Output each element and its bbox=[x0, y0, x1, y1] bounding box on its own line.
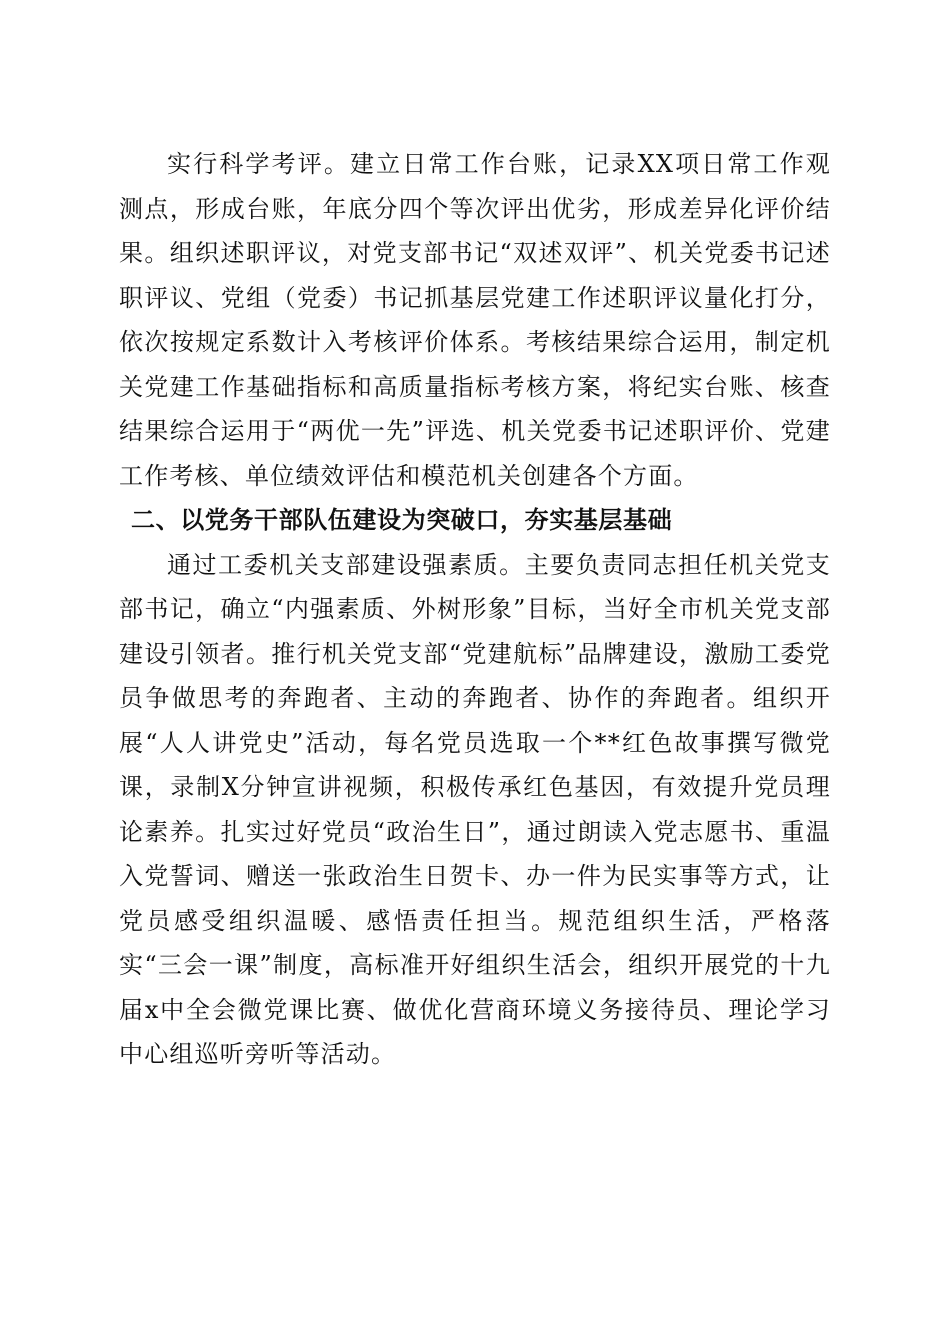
document-body bbox=[119, 142, 831, 1077]
paragraph-scientific-evaluation: 实行科学考评。建立日常工作台账，记录XX项日常工作观测点，形成台账，年底分四个等次评出优劣，形成差异化评价结果。组织述职评议，对党支部书记“双述双评”、机关党委书记述职评议、党组（党委）书记抓基层党建工作述职评议量化打分，依次按规定系数计入考核评价体系。考核结果综合运用，制定机关党建工作基础指标和高质量指标考核方案，将纪实台账、核查结果综合运用于“两优一先”评选、机关党委书记述职评价、党建工作考核、单位绩效评估和模范机关创建各个方面。 bbox=[119, 150, 831, 490]
section-heading: 二、以党务干部队伍建设为突破口，夯实基层基础 bbox=[131, 506, 673, 534]
paragraph-branch-building: 通过工委机关支部建设强素质。主要负责同志担任机关党支部书记，确立“内强素质、外树形象”目标，当好全市机关党支部建设引领者。推行机关党支部“党建航标”品牌建设，激励工委党员争做思考的奔跑者、主动的奔跑者、协作的奔跑者。组织开展“人人讲党史”活动，每名党员选取一个**红色故事撰写微党课，录制X分钟宣讲视频，积极传承红色基因，有效提升党员理论素养。扎实过好党员“政治生日”，通过朗读入党志愿书、重温入党誓词、赠送一张政治生日贺卡、办一件为民实事等方式，让党员感受组织温暖、感悟责任担当。规范组织生活，严格落实“三会一课”制度，高标准开好组织生活会，组织开展党的十九届x中全会微党课比赛、做优化营商环境义务接待员、理论学习中心组巡听旁听等活动。 bbox=[119, 550, 831, 1068]
